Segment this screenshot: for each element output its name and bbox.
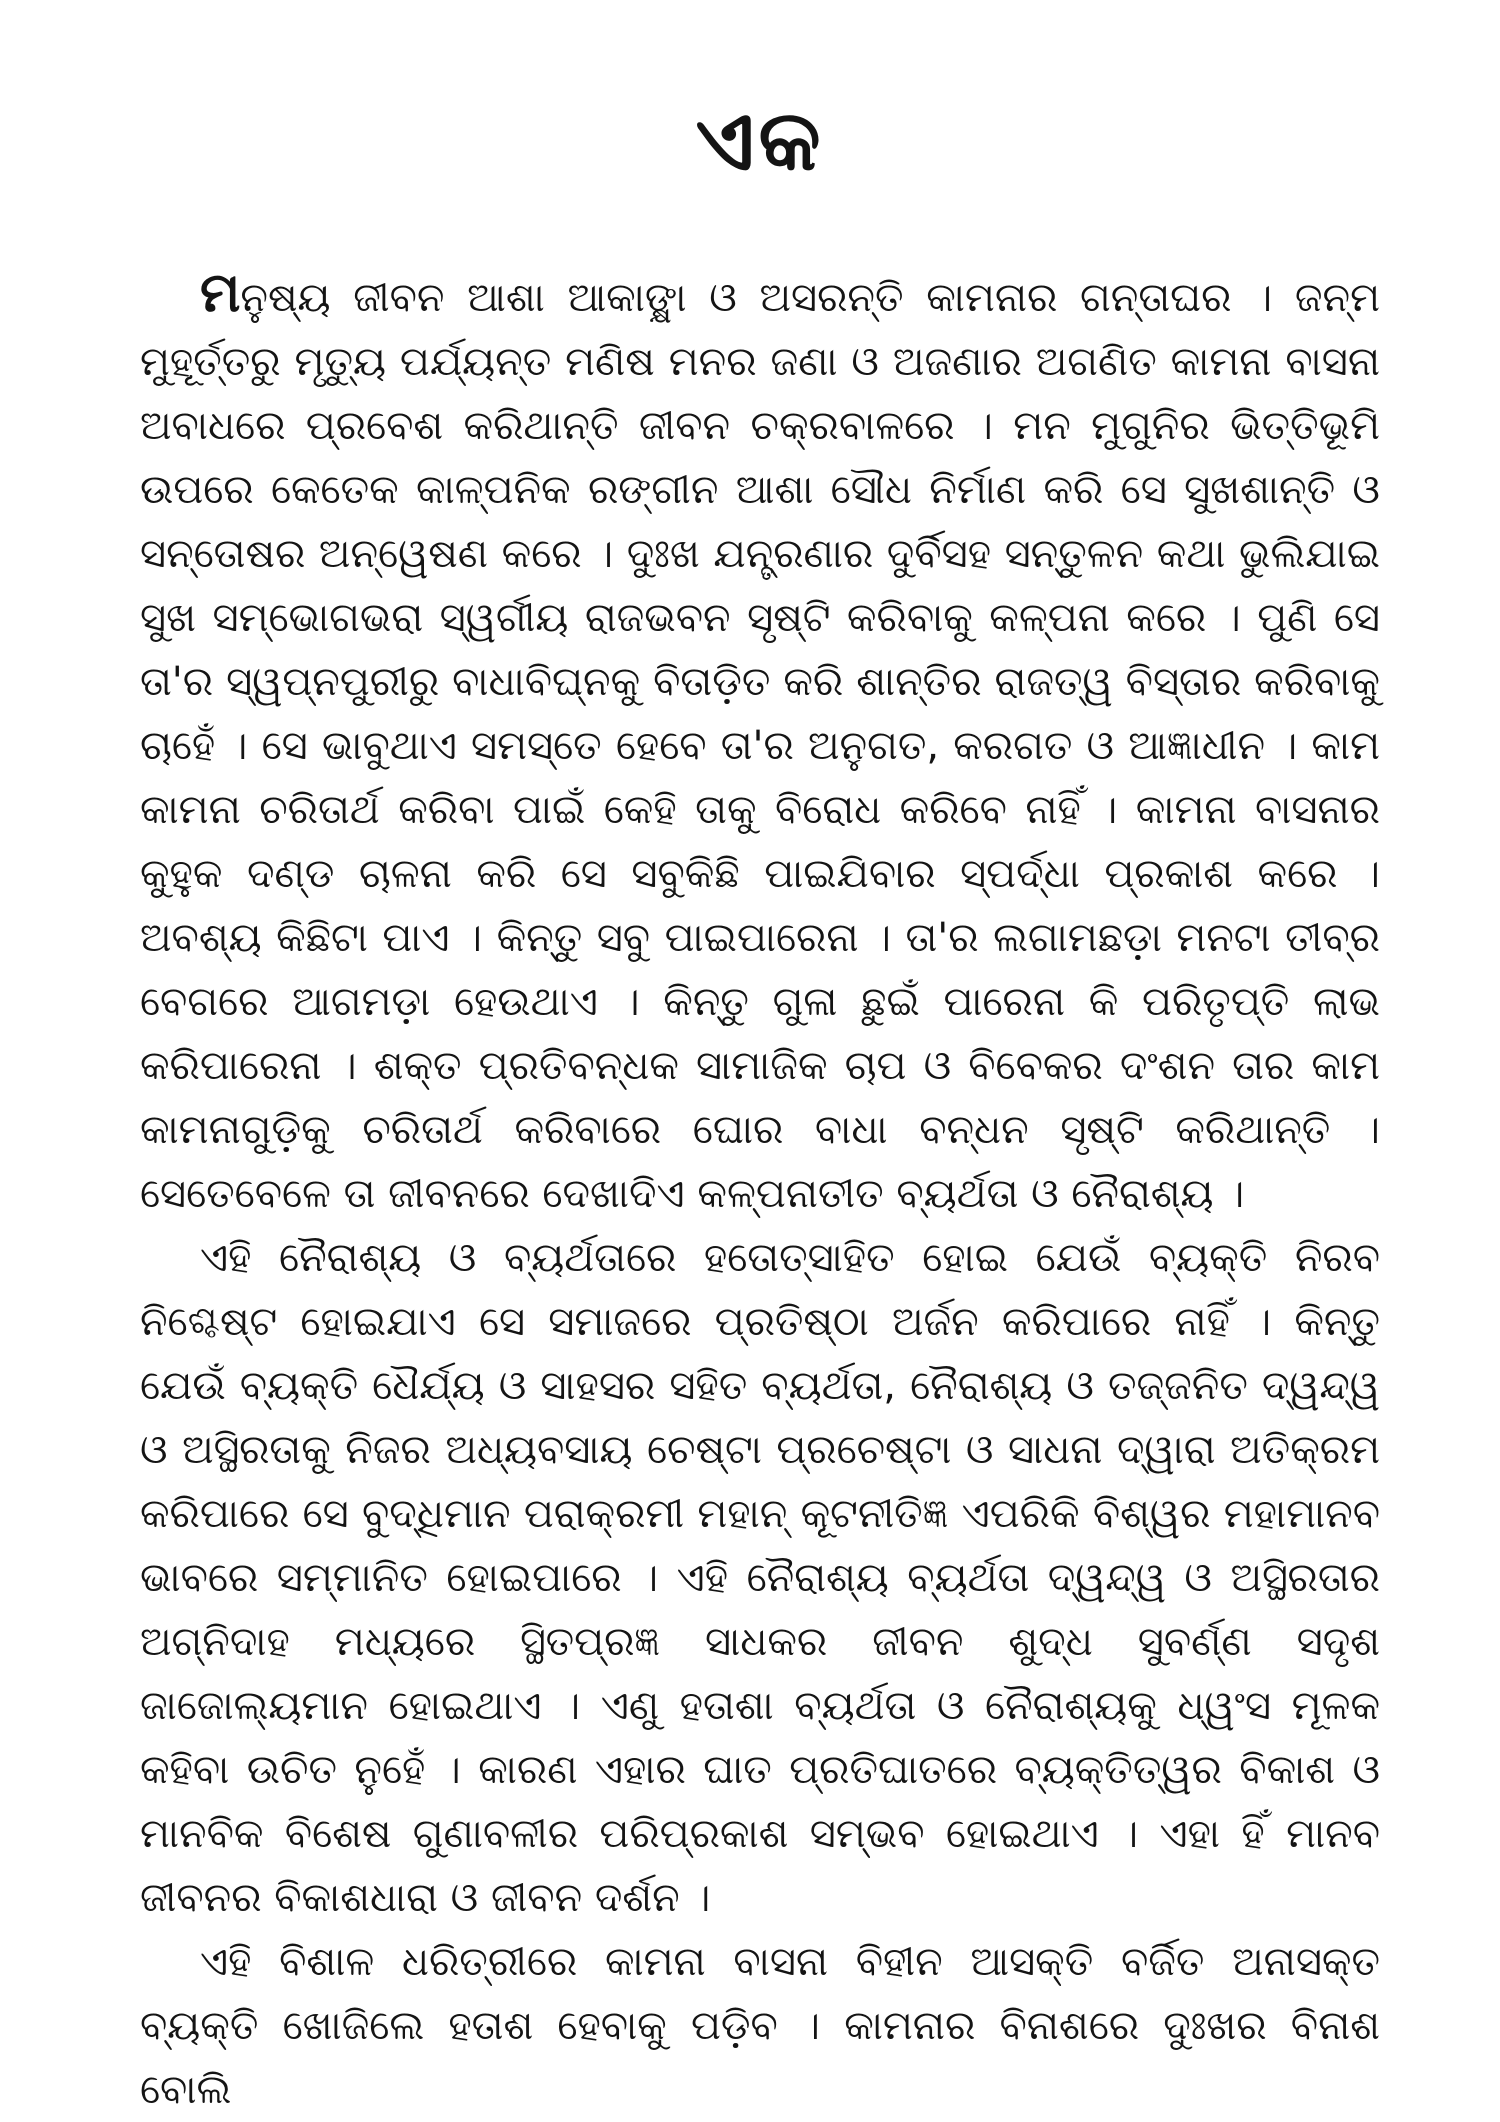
paragraph-1 xyxy=(140,261,1380,1226)
paragraph-2-text: ଏହି ନୈରାଶ୍ୟ ଓ ବ୍ୟର୍ଥତାରେ ହତୋତ୍ସାହିତ ହୋଇ ଯେଉଁ ବ୍ୟକ୍ତି ନିରବ ନିଶ୍ଚେଷ୍ଟ ହୋଇଯାଏ ସେ ସମାଜରେ ପ୍ରତିଷ୍ଠା ଅର୍ଜନ କରିପାରେ ନାହିଁ । କିନ୍ତୁ ଯେଉଁ ବ୍ୟକ୍ତି ଧୈର୍ଯ୍ୟ ଓ ସାହସର ସହିତ ବ୍ୟର୍ଥତା, ନୈରାଶ୍ୟ ଓ ତଜ୍ଜନିତ ଦ୍ୱନ୍ଦ୍ୱ ଓ ଅସ୍ଥିରତାକୁ ନିଜର ଅଧ୍ୟବସାୟ ଚେଷ୍ଟା ପ୍ରଚେଷ୍ଟା ଓ ସାଧନା ଦ୍ୱାରା ଅତିକ୍ରମ କରିପାରେ ସେ ବୁଦ୍ଧିମାନ ପରାକ୍ରମୀ ମହାନ୍ କୂଟନୀତିଜ୍ଞ ଏପରିକି ବିଶ୍ୱର ମହାମାନବ ଭାବରେ ସମ୍ମାନିତ ହୋଇପାରେ । ଏହି ନୈରାଶ୍ୟ ବ୍ୟର୍ଥତା ଦ୍ୱନ୍ଦ୍ୱ ଓ ଅସ୍ଥିରତାର ଅଗ୍ନିଦାହ ମଧ୍ୟରେ ସ୍ଥିତପ୍ରଜ୍ଞ ସାଧକର ଜୀବନ ଶୁଦ୍ଧ ସୁବର୍ଣ୍ଣ ସଦୃଶ ଜାଜୋଲ୍ୟମାନ ହୋଇଥାଏ । ଏଣୁ ହତାଶା ବ୍ୟର୍ଥତା ଓ ନୈରାଶ୍ୟକୁ ଧ୍ୱଂସ ମୂଳକ କହିବା ଉଚିତ ନୁହେଁ । କାରଣ ଏହାର ଘାତ ପ୍ରତିଘାତରେ ବ୍ୟକ୍ତିତ୍ୱର ବିକାଶ ଓ ମାନବିକ ବିଶେଷ ଗୁଣାବଳୀର ପରିପ୍ରକାଶ ସମ୍ଭବ ହୋଇଥାଏ । ଏହା ହିଁ ମାନବ ଜୀବନର ବିକାଶଧାରା ଓ ଜୀବନ ଦର୍ଶନ । xyxy=(140,1234,1380,1921)
drop-cap-letter: ମ xyxy=(200,260,241,324)
paragraph-3 xyxy=(140,1930,1380,2122)
book-page xyxy=(140,60,1380,2113)
chapter-title: ଏକ xyxy=(695,91,825,189)
paragraph-1-text: ନୁଷ୍ୟ ଜୀବନ ଆଶା ଆକାଙ୍କ୍ଷା ଓ ଅସରନ୍ତି କାମନାର ଗନ୍ତାଘର । ଜନ୍ମ ମୁହୂର୍ତ୍ତରୁ ମୃତ୍ୟୁ ପର୍ଯ୍ୟନ୍ତ ମଣିଷ ମନର ଜଣା ଓ ଅଜଣାର ଅଗଣିତ କାମନା ବାସନା ଅବାଧରେ ପ୍ରବେଶ କରିଥାନ୍ତି ଜୀବନ ଚକ୍ରବାଳରେ । ମନ ମୁଗୁନିର ଭିତ୍ତିଭୂମି ଉପରେ କେତେକ କାଳ୍ପନିକ ରଙ୍ଗୀନ ଆଶା ସୌଧ ନିର୍ମାଣ କରି ସେ ସୁଖଶାନ୍ତି ଓ ସନ୍ତୋଷର ଅନ୍ୱେଷଣ କରେ । ଦୁଃଖ ଯନ୍ତ୍ରଣାର ଦୁର୍ବିସହ ସନ୍ତୁଳନ କଥା ଭୁଲିଯାଇ ସୁଖ ସମ୍ଭୋଗଭରା ସ୍ୱର୍ଗୀୟ ରାଜଭବନ ସୃଷ୍ଟି କରିବାକୁ କଳ୍ପନା କରେ । ପୁଣି ସେ ତା'ର ସ୍ୱପ୍ନପୁରୀରୁ ବାଧାବିଘ୍ନକୁ ବିତାଡ଼ିତ କରି ଶାନ୍ତିର ରାଜତ୍ୱ ବିସ୍ତାର କରିବାକୁ ଚାହେଁ । ସେ ଭାବୁଥାଏ ସମସ୍ତେ ହେବେ ତା'ର ଅନୁଗତ, କରଗତ ଓ ଆଜ୍ଞାଧୀନ । କାମ କାମନା ଚରିତାର୍ଥ କରିବା ପାଇଁ କେହି ତାକୁ ବିରୋଧ କରିବେ ନାହିଁ । କାମନା ବାସନାର କୁହୁକ ଦଣ୍ଡ ଚାଳନା କରି ସେ ସବୁକିଛି ପାଇଯିବାର ସ୍ପର୍ଦ୍ଧା ପ୍ରକାଶ କରେ । ଅବଶ୍ୟ କିଛିଟା ପାଏ । କିନ୍ତୁ ସବୁ ପାଇପାରେନା । ତା'ର ଲଗାମଛଡ଼ା ମନଟା ତୀବ୍ର ବେଗରେ ଆଗମଡ଼ା ହେଉଥାଏ । କିନ୍ତୁ ଗୁଳା ଛୁଇଁ ପାରେନା କି ପରିତୃପ୍ତି ଲାଭ କରିପାରେନା । ଶକ୍ତ ପ୍ରତିବନ୍ଧକ ସାମାଜିକ ଚାପ ଓ ବିବେକର ଦଂଶନ ତାର କାମ କାମନାଗୁଡ଼ିକୁ ଚରିତାର୍ଥ କରିବାରେ ଘୋର ବାଧା ବନ୍ଧନ ସୃଷ୍ଟି କରିଥାନ୍ତି । ସେତେବେଳେ ତା ଜୀବନରେ ଦେଖାଦିଏ କଳ୍ପନାତୀତ ବ୍ୟର୍ଥତା ଓ ନୈରାଶ୍ୟ । xyxy=(140,274,1380,1217)
paragraph-3-text: ଏହି ବିଶାଳ ଧରିତ୍ରୀରେ କାମନା ବାସନା ବିହୀନ ଆସକ୍ତି ବର୍ଜିତ ଅନାସକ୍ତ ବ୍ୟକ୍ତି ଖୋଜିଲେ ହତାଶ ହେବାକୁ ପଡ଼ିବ । କାମନାର ବିନାଶରେ ଦୁଃଖର ବିନାଶ ବୋଲି xyxy=(140,1938,1380,2113)
paragraph-2 xyxy=(140,1226,1380,1930)
